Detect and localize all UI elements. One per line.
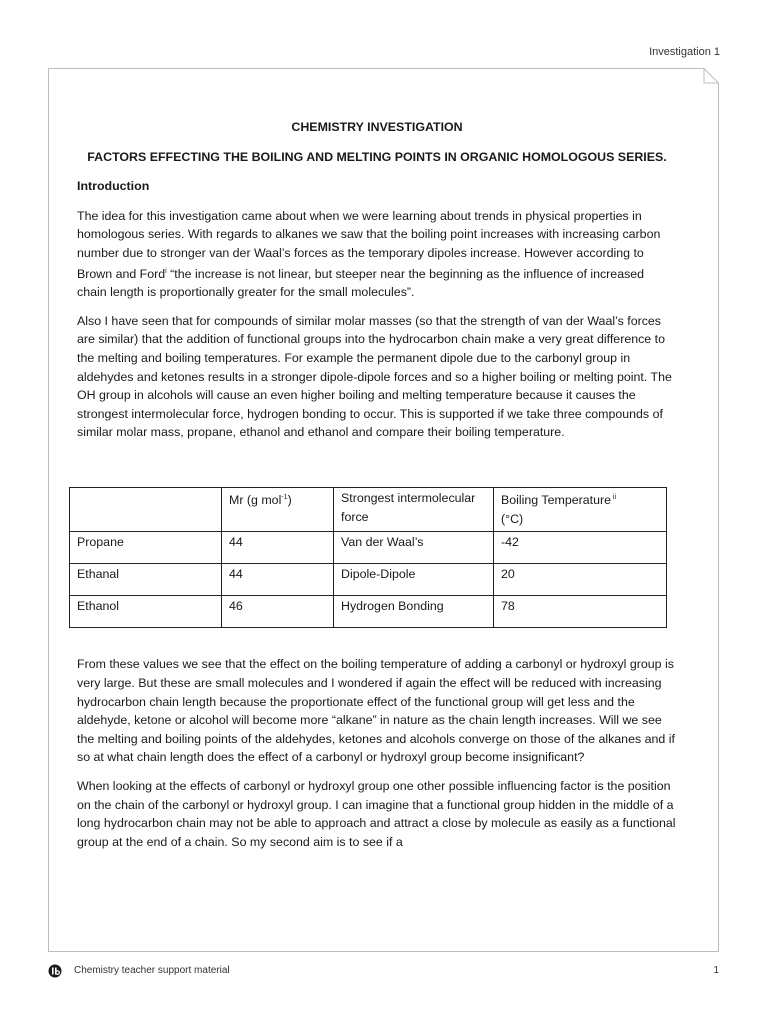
cell-bp: 78 <box>494 596 667 628</box>
table-row <box>70 564 667 596</box>
document-title: CHEMISTRY INVESTIGATION <box>291 120 463 134</box>
cell-force: Dipole-Dipole <box>334 564 494 596</box>
document-subtitle: FACTORS EFFECTING THE BOILING AND MELTING POINTS IN ORGANIC HOMOLOGOUS SERIES. <box>87 149 667 164</box>
cell-compound: Ethanal <box>70 564 222 596</box>
paragraph-3: From these values we see that the effect on the boiling temperature of adding a carbonyl or hydroxyl group is very large. But these are small molecules and I wondered if again the effect will be reduced with increasing hydrocarbon chain length because the proportionate effect of the functional group will get less and the aldehyde, ketone or alcohol will become more “alkane” in nature as the chain length increases. Will we see the melting and boiling points of the aldehydes, ketones and alcohols converge on those of the alkanes and if so at what chain length does the effect of a carbonyl or hydroxyl group become insignificant? <box>77 657 675 765</box>
paragraph-1 <box>77 207 677 302</box>
cell-force: Van der Waal’s <box>334 532 494 564</box>
paragraph-1-text: The idea for this investigation came about when we were learning about trends in physical properties in homologous series. With regards to alkanes we saw that the boiling point increases with increasing carbon number due to stronger van der Waal’s forces as the temporary dipoles increase. However according to Brown and Ford <box>77 208 661 281</box>
paragraph-1-quote: “the increase is not linear, but steeper near the beginning as the influence of increased chain length is proportionally greater for the small molecules”. <box>77 266 645 300</box>
paragraph-2: Also I have seen that for compounds of similar molar masses (so that the strength of van der Waal’s forces are similar) that the addition of functional groups into the hydrocarbon chain make a very great difference to the melting and boiling temperatures. For example the permanent dipole due to the carbonyl group in aldehydes and ketones results in a stronger dipole-dipole forces and so a higher boiling or melting point. The OH group in alcohols will cause an even higher boiling and melting temperature because it causes the strongest intermolecular force, hydrogen bonding to occur. This is supported if we take three compounds of similar molar mass, propane, ethanol and ethanol and compare their boiling temperature. <box>77 313 672 440</box>
footer-text: Chemistry teacher support material <box>74 965 230 976</box>
page-number: 1 <box>713 965 719 976</box>
cell-bp: 20 <box>494 564 667 596</box>
header-cell-compound <box>70 488 222 532</box>
footnote-ref-i: i <box>165 267 167 275</box>
ib-logo-icon <box>48 964 62 978</box>
cell-compound: Ethanol <box>70 596 222 628</box>
table-row <box>70 532 667 564</box>
header-cell-force: Strongest intermolecular force <box>334 488 494 532</box>
page-header-label: Investigation 1 <box>649 46 720 58</box>
table-header-row <box>70 488 667 532</box>
table-row <box>70 596 667 628</box>
cell-mr: 44 <box>222 564 334 596</box>
cell-bp: -42 <box>494 532 667 564</box>
paragraph-4: When looking at the effects of carbonyl or hydroxyl group one other possible influencing factor is the position on the chain of the carbonyl or hydroxyl group. I can imagine that a functional group hidden in the middle of a long hydrocarbon chain may not be able to approach and attract a close by molecule as easily as a functional group at the end of a chain. So my second aim is to see if a <box>77 778 676 849</box>
header-cell-mr: Mr (g mol$^{-1}$) <box>222 488 334 532</box>
header-cell-boiling-temp: Boiling Temperature $^{ii}$ (°C) <box>494 488 667 532</box>
cell-compound: Propane <box>70 532 222 564</box>
cell-force: Hydrogen Bonding <box>334 596 494 628</box>
cell-mr: 44 <box>222 532 334 564</box>
cell-mr: 46 <box>222 596 334 628</box>
introduction-heading: Introduction <box>77 179 150 194</box>
boiling-point-table <box>69 487 667 628</box>
document-body <box>77 118 677 861</box>
